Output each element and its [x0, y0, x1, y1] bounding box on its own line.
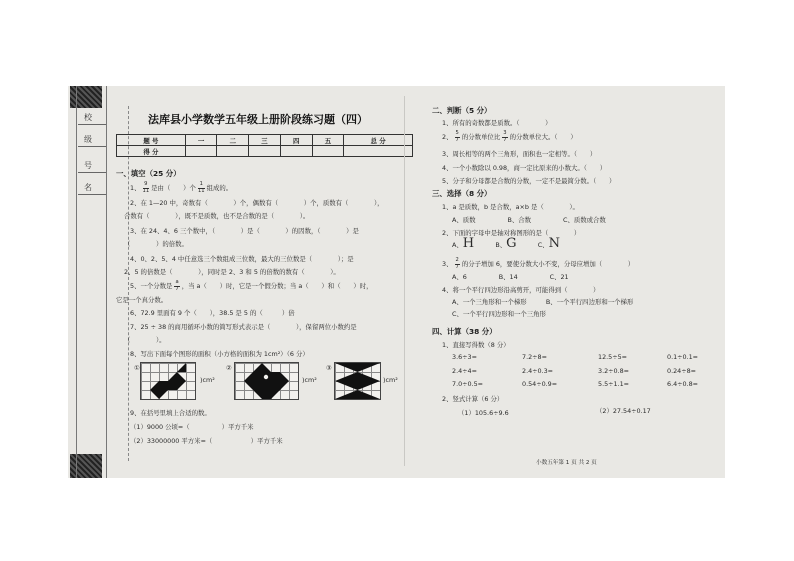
score-cell[interactable] — [312, 146, 344, 157]
question-2-line-1: 2、在 1—20 中，奇数有（ ）个，偶数有（ ）个，质数有（ ）， — [130, 199, 384, 207]
exam-paper — [68, 86, 725, 478]
score-header-cell: 四 — [280, 135, 312, 146]
question-7-line-1: 7、25 ÷ 38 的商用循环小数的简写形式表示是（ ），保留两位小数约是 — [130, 323, 357, 331]
section-heading-judge: 二、判断（5 分） — [432, 106, 492, 115]
calc-item: 6.4÷0.8= — [667, 380, 699, 388]
question-4-line-1: 4、0、2、5、4 中任意选三个数组成三位数，最大的三位数是（ ）；是 — [130, 255, 354, 263]
judge-4: 4、一个小数除以 0.98，商一定比原来的小数大。（ ） — [442, 164, 607, 172]
judge-2: 2、 $\frac{5}{7}$ 的分数单位比 $\frac{3}{7}$ 的分数单位大。（ ） — [442, 130, 577, 143]
figure-2-grid — [234, 362, 299, 400]
section-heading-fill: 一、填空（25 分） — [116, 169, 181, 178]
figure-2-number: ② — [226, 364, 232, 372]
figure-1-number: ① — [134, 364, 140, 372]
figure-2-unit: )cm² — [302, 376, 317, 384]
binding-pattern-bottom — [70, 454, 102, 478]
calc-item: 5.5÷1.1= — [598, 380, 630, 388]
choice-2: 2、下面的字母中是轴对称图形的是（ ） — [442, 229, 581, 237]
question-4-line-2: 2、5 的倍数是（ ），同时是 2、3 和 5 的倍数的数有（ ）。 — [124, 268, 340, 276]
cut-line — [128, 106, 129, 461]
calc-item: 0.54÷0.9= — [522, 380, 558, 388]
question-9: 9、在括号里填上合适的数。 — [130, 409, 211, 417]
question-6: 6、72.9 里面有 9 个（ ），38.5 是 5 的（ ）倍 — [130, 309, 295, 317]
choice-4-option-c: C、一个平行四边形和一个三角形 — [452, 310, 546, 318]
score-header-cell: 二 — [217, 135, 249, 146]
choice-3-options: A、6 B、14 C、21 — [452, 273, 569, 281]
calc-vertical-1: （1）105.6÷9.6 — [458, 409, 509, 417]
judge-3: 3、周长相等的两个三角形，面积也一定相等。（ ） — [442, 150, 597, 158]
score-header-cell: 五 — [312, 135, 344, 146]
binding-pattern-top — [70, 86, 102, 108]
column-divider — [404, 96, 405, 466]
choice-1: 1、a 是质数，b 是合数，a×b 是（ ）。 — [442, 203, 579, 211]
score-cell[interactable] — [249, 146, 281, 157]
page-title: 法库县小学数学五年级上册阶段练习题（四） — [148, 113, 368, 126]
figure-2-shape — [235, 363, 298, 399]
choice-4: 4、将一个平行四边形沿高剪开，可能得到（ ） — [442, 286, 600, 294]
choice-3: 3、 $\frac{2}{7}$ 的分子增加 6，要使分数大小不变，分母应增加（ ） — [442, 257, 635, 270]
question-5-line-2: 它是一个真分数。 — [116, 296, 168, 304]
score-header-cell: 题 号 — [117, 135, 186, 146]
figure-3-unit: )cm² — [383, 376, 398, 384]
figure-1-grid — [140, 362, 196, 400]
choice-4-options-ab: A、一个三角形和一个梯形 B、一个平行四边形和一个梯形 — [452, 298, 634, 306]
question-1: 1、 $\frac{9}{11}$ 是由（ ）个 $\frac{1}{11}$ 组成的。 — [130, 181, 233, 194]
calc-vertical-heading: 2、竖式计算（6 分） — [442, 395, 504, 403]
calc-vertical-2: （2）27.54÷0.17 — [596, 407, 651, 415]
score-header-cell: 一 — [185, 135, 217, 146]
score-header-row — [117, 135, 413, 146]
score-cell[interactable] — [344, 146, 413, 157]
question-5-line-1: 5、一个分数是 $\frac{a}{7}$ ，当 a（ ）时，它是一个假分数；当 a（ ）和（ ）时， — [130, 279, 373, 292]
question-9-1: （1）9000 公顷=（ ）平方千米 — [130, 423, 254, 431]
calc-item: 7.2÷8= — [522, 353, 547, 361]
question-7-line-2: （ ）。 — [124, 336, 166, 344]
calc-item: 0.24÷8= — [667, 367, 697, 375]
score-cell[interactable] — [217, 146, 249, 157]
score-row-label: 得 分 — [117, 146, 186, 157]
section-heading-choice: 三、选择（8 分） — [432, 189, 492, 198]
binding-label-class: 级 — [84, 135, 92, 144]
score-cell[interactable] — [280, 146, 312, 157]
question-3-line-1: 3、在 24、4、6 三个数中，（ ）是（ ）的因数，（ ）是 — [130, 227, 359, 235]
calc-item: 7.0÷0.5= — [452, 380, 484, 388]
calc-item: 2.4÷4= — [452, 367, 477, 375]
section-heading-calc: 四、计算（38 分） — [432, 327, 497, 336]
question-3-line-2: （ ）的倍数。 — [124, 240, 188, 248]
binding-label-name: 名 — [84, 183, 92, 192]
score-cell[interactable] — [185, 146, 217, 157]
figure-3-number: ③ — [326, 364, 332, 372]
figure-1-shape — [141, 363, 195, 399]
figure-3-shape — [335, 363, 380, 399]
figure-1-unit: )cm² — [200, 376, 215, 384]
calc-item: 2.4÷0.3= — [522, 367, 554, 375]
calc-item: 12.5÷5= — [598, 353, 628, 361]
judge-5: 5、分子和分母都是合数的分数，一定不是最简分数。（ ） — [442, 177, 616, 185]
binding-label-number: 号 — [84, 161, 92, 170]
score-header-cell: 三 — [249, 135, 281, 146]
question-2-line-2: 合数有（ ），既不是质数，也不是合数的是（ ）。 — [124, 212, 310, 220]
binding-margin — [68, 86, 108, 478]
calc-item: 0.1÷0.1= — [667, 353, 699, 361]
choice-1-options: A、质数 B、合数 C、质数或合数 — [452, 216, 606, 224]
binding-label-school: 校 — [84, 113, 92, 122]
choice-2-options: A、H B、G C、N — [452, 236, 560, 251]
score-header-cell: 总 分 — [344, 135, 413, 146]
figure-3-grid — [334, 362, 381, 400]
question-8: 8、写出下面每个图形的面积（小方格的面积为 1cm²）（6 分） — [130, 350, 309, 358]
score-row — [117, 146, 413, 157]
score-table — [116, 134, 413, 157]
page-footer: 小数五年第 1 页 共 2 页 — [536, 460, 597, 466]
judge-1: 1、所有的奇数都是质数。（ ） — [442, 119, 552, 127]
calc-item: 3.6÷3= — [452, 353, 477, 361]
question-9-2: （2）33000000 平方米=（ ）平方千米 — [130, 437, 283, 445]
calc-direct-heading: 1、直接写得数（8 分） — [442, 341, 510, 349]
calc-item: 3.2÷0.8= — [598, 367, 630, 375]
